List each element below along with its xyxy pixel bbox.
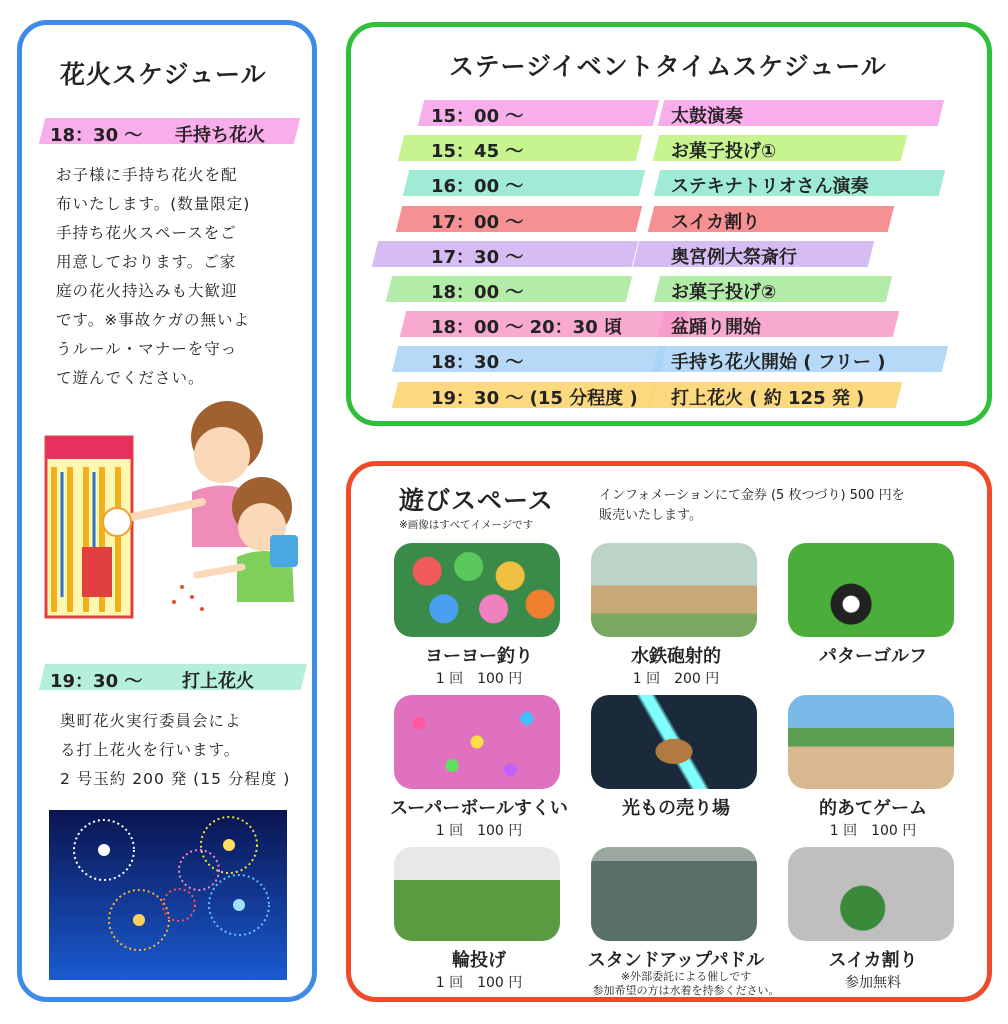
event-time: 18：30 ～ (50, 125, 143, 146)
stage-time: 18：00 ～ (431, 282, 524, 303)
play-item-name: パターゴルフ (819, 646, 927, 667)
play-item-price: 1 回 100 円 (435, 823, 523, 839)
play-item-photo (591, 543, 757, 637)
stage-schedule-title: ステージイベントタイムスケジュール (449, 52, 887, 81)
fireworks-schedule-title: 花火スケジュール (60, 60, 267, 89)
play-space-panel (346, 461, 992, 1002)
stage-time: 17：30 ～ (431, 246, 524, 268)
stage-time: 17：00 ～ (431, 211, 524, 233)
play-item-photo (394, 847, 560, 941)
play-item-note: ※外部委託による催しです 参加希望の方は水着を持参ください。 (592, 970, 780, 997)
stage-event: スイカ割り (671, 211, 761, 233)
play-item-price: 1 回 200 円 (632, 671, 720, 687)
stage-event: 奥宮例大祭斎行 (671, 246, 797, 268)
play-item-photo (591, 847, 757, 941)
play-item-name: スーパーボールすくい (390, 798, 568, 819)
play-item-photo (788, 695, 954, 789)
stage-event: 盆踊り開始 (671, 317, 761, 339)
play-item-photo (591, 695, 757, 789)
play-item-price: 1 回 100 円 (435, 975, 523, 991)
fireworks-schedule-panel (17, 20, 317, 1002)
stage-event: 太鼓演奏 (671, 106, 743, 127)
play-item-price: 1 回 100 円 (829, 823, 917, 839)
event-description: 奥町花火実行委員会によ る打上花火を行います。 2 号玉約 200 発 (15 分程度 ) (60, 712, 291, 788)
fireworks-illustration (49, 810, 287, 980)
stage-schedule-panel (346, 22, 992, 426)
stage-event: 打上花火 ( 約 125 発 ) (671, 387, 865, 409)
stage-event: ステキナトリオさん演奏 (671, 176, 869, 198)
event-name: 打上花火 (182, 671, 254, 692)
play-item-name: 光もの売り場 (622, 798, 730, 819)
event-time: 19：30 ～ (50, 671, 143, 692)
image-note: ※画像はすべてイメージです (399, 519, 534, 531)
play-item-photo (394, 543, 560, 637)
play-item-price: 参加無料 (845, 975, 901, 991)
play-item-name: 水鉄砲射的 (631, 646, 721, 667)
play-item-name: 輪投げ (452, 950, 506, 971)
play-space-title: 遊びスペース (399, 486, 554, 515)
play-item-name: スイカ割り (828, 950, 918, 971)
stage-time: 15：45 ～ (431, 141, 524, 163)
play-item-photo (394, 695, 560, 789)
ticket-info: インフォメーションにて金券 (5 枚つづり) 500 円を 販売いたします。 (599, 488, 905, 523)
stage-time: 15：00 ～ (431, 106, 524, 127)
stage-time: 19：30 ～ (15 分程度 ) (431, 387, 638, 409)
stage-event: お菓子投げ② (671, 282, 777, 303)
play-item-name: ヨーヨー釣り (425, 646, 533, 667)
stage-time: 18：00 ～ 20：30 頃 (431, 317, 622, 339)
play-item-photo (788, 847, 954, 941)
stage-time: 18：30 ～ (431, 352, 524, 374)
stage-event: お菓子投げ① (671, 141, 777, 163)
play-item-name: スタンドアップパドル (587, 950, 765, 971)
stage-time: 16：00 ～ (431, 176, 524, 198)
children-sparklers-illustration (42, 397, 302, 622)
event-description: お子様に手持ち花火を配 布いたします。(数量限定) 手持ち花火スペースをご 用意しております。ご家 庭の花火持込みも大歓迎 です。※事故ケガの無いよ うルール・マナーを守っ て遊んでください。 (56, 166, 251, 387)
play-item-name: 的あてゲーム (819, 798, 927, 819)
play-item-photo (788, 543, 954, 637)
play-item-price: 1 回 100 円 (435, 671, 523, 687)
stage-event: 手持ち花火開始 ( フリー ) (671, 352, 886, 374)
event-name: 手持ち花火 (175, 125, 265, 146)
